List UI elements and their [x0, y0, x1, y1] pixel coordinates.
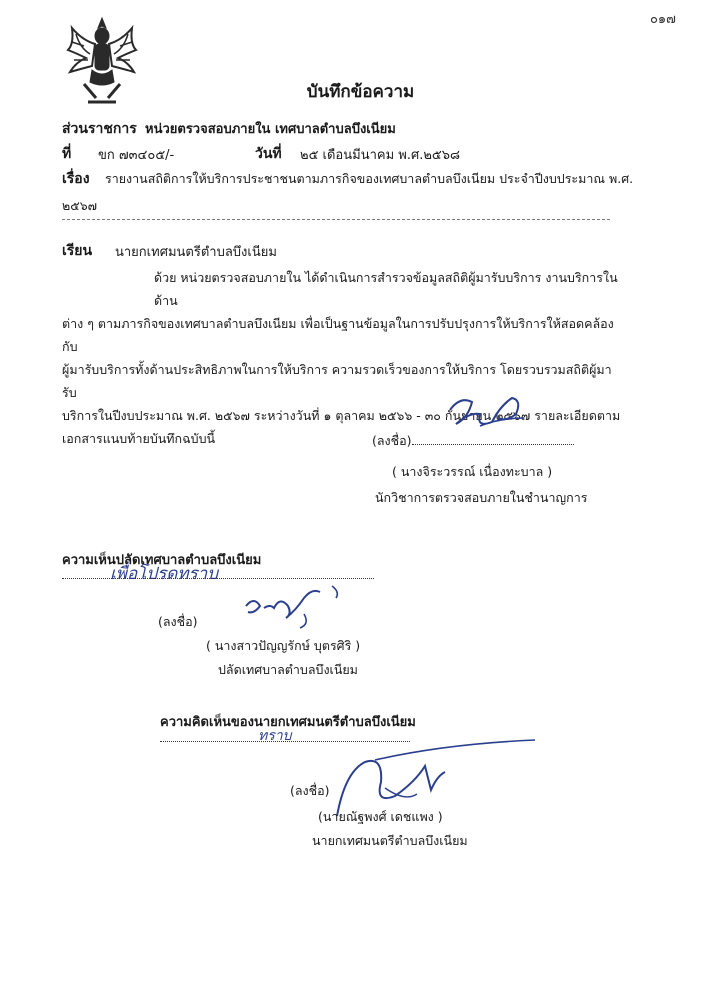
deputy-handwritten-note: เพื่อโปรดทราบ: [110, 564, 218, 584]
mayor-sign-label: (ลงชื่อ): [290, 783, 330, 798]
document-title: บันทึกข้อความ: [306, 82, 415, 102]
body-line: ต่าง ๆ ตามภารกิจของเทศบาลตำบลบึงเนียม เพื่อเป็นฐานข้อมูลในการปรับปรุงการให้บริการให้สอดคล้องกับ: [62, 316, 614, 354]
subject-line-1: รายงานสถิติการให้บริการประชาชนตามภารกิจของเทศบาลตำบลบึงเนียม ประจำปีงบประมาณ พ.ศ.: [105, 171, 634, 186]
mayor-handwritten-note: ทราบ: [258, 728, 292, 744]
deputy-sign-label: (ลงชื่อ): [158, 614, 198, 629]
mayor-position: นายกเทศมนตรีตำบลบึงเนียม: [312, 833, 468, 848]
to-value: นายกเทศมนตรีตำบลบึงเนียม: [115, 245, 277, 260]
reference-value: ขก ๗๓๔๐๕/-: [98, 148, 175, 163]
page-number: ๐๑๗: [650, 12, 676, 27]
mayor-opinion-heading: ความคิดเห็นของนายกเทศมนตรีตำบลบึงเนียม: [160, 715, 416, 730]
deputy-name: ( นางสาวปัญญรักษ์ บุตรศิริ ): [206, 638, 361, 653]
subject-label: เรื่อง: [62, 171, 90, 187]
signer1-sign-label: (ลงชื่อ): [372, 433, 412, 448]
deputy-position: ปลัดเทศบาลตำบลบึงเนียม: [218, 662, 358, 677]
signature-2: [240, 584, 350, 632]
body-line: ด้วย หน่วยตรวจสอบภายใน ได้ดำเนินการสำรวจข้อมูลสถิติผู้มารับบริการ งานบริการในด้าน: [154, 270, 618, 308]
subject-line-2: ๒๕๖๗: [62, 198, 98, 213]
date-value: ๒๕ เดือนมีนาคม พ.ศ.๒๕๖๘: [300, 148, 461, 163]
signer1-name: ( นางจิระวรรณ์ เนื่องทะบาล ): [392, 464, 553, 479]
agency-label: ส่วนราชการ: [62, 121, 137, 137]
body-line: ผู้มารับบริการทั้งด้านประสิทธิภาพในการให้บริการ ความรวดเร็วของการให้บริการ โดยรวบรวมสถิติผู้มารับ: [62, 362, 612, 400]
mayor-name: (นายณัฐพงศ์ เดชแพง ): [318, 809, 443, 824]
reference-label: ที่: [62, 146, 72, 162]
body-line: เอกสารแนบท้ายบันทึกฉบับนี้: [62, 431, 216, 446]
signer1-position: นักวิชาการตรวจสอบภายในชำนาญการ: [375, 490, 588, 505]
deputy-dotted-line: [62, 578, 374, 579]
separator-line: [62, 219, 610, 220]
body-line: บริการในปีงบประมาณ พ.ศ. ๒๕๖๗ ระหว่างวันที่ ๑ ตุลาคม ๒๕๖๖ - ๓๐ กันยายน ๒๕๖๗ รายละเอียดตาม: [62, 408, 621, 423]
agency-value: หน่วยตรวจสอบภายใน เทศบาลตำบลบึงเนียม: [145, 122, 396, 137]
signature-1: [440, 388, 540, 438]
signer1-dotted-line: [412, 444, 574, 445]
to-label: เรียน: [62, 243, 93, 259]
date-label: วันที่: [255, 146, 282, 162]
deputy-opinion-heading: ความเห็นปลัดเทศบาลตำบลบึงเนียม: [62, 553, 262, 568]
